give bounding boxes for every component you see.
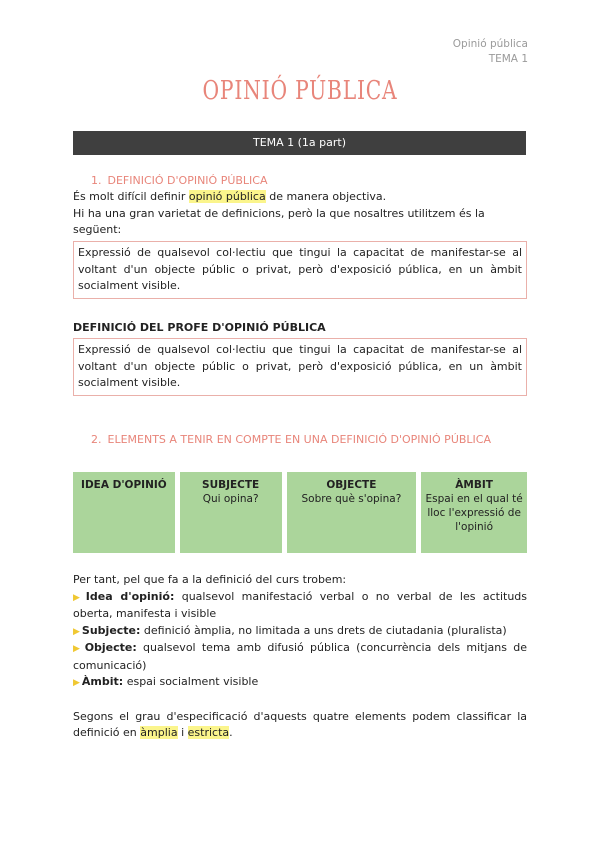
arrow-right-icon: ▶ <box>73 644 83 654</box>
section1-number: 1. <box>91 174 102 187</box>
highlight-estricta: estricta <box>187 726 230 739</box>
element-cell-objecte <box>287 472 417 553</box>
element-cell-ambit <box>421 472 527 553</box>
item-text: qualsevol tema amb difusió pública (concurrència dels mitjans de comunicació) <box>73 641 527 672</box>
highlight-opinio-publica: opinió pública <box>188 190 266 203</box>
section2-number: 2. <box>91 433 102 446</box>
text-run: . <box>229 726 233 739</box>
section1-title: DEFINICIÓ D'OPINIÓ PÚBLICA <box>107 174 268 187</box>
cell-desc: Qui opina? <box>202 493 259 505</box>
item-text: definició àmplia, no limitada a uns drets de ciutadania (pluralista) <box>140 623 507 637</box>
header-topic: TEMA 1 <box>488 53 528 65</box>
section1-paragraph-1 <box>73 189 527 205</box>
cell-title: OBJECTE <box>326 479 377 491</box>
page-title: OPINIÓ PÚBLICA <box>202 76 398 106</box>
highlight-amplia: àmplia <box>140 726 178 739</box>
item-text: qualsevol manifestació verbal o no verbal de les actituds oberta, manifesta i visible <box>73 589 528 620</box>
arrow-right-icon: ▶ <box>73 592 84 603</box>
topic-bar: TEMA 1 (1a part) <box>73 131 526 155</box>
arrow-right-icon: ▶ <box>73 626 80 637</box>
cell-title: SUBJECTE <box>202 479 260 491</box>
cell-desc: Espai en el qual té lloc l'expressió de l'opinió <box>425 493 523 533</box>
cell-title: ÀMBIT <box>455 479 493 491</box>
definition-elements-list <box>73 572 527 742</box>
element-cell-idea <box>73 472 175 553</box>
elements-table <box>73 472 527 553</box>
item-label: Idea d'opinió: <box>85 589 175 603</box>
profe-definition-box: Expressió de qualsevol col·lectiu que tingui la capacitat de manifestar-se al voltant d'un objecte públic o privat, però d'exposició pública, en un àmbit socialment visible. <box>73 338 527 396</box>
list-item <box>73 640 527 674</box>
page-header <box>453 37 528 67</box>
text-run: És molt difícil definir <box>73 190 189 203</box>
item-label: Àmbit: <box>81 675 124 688</box>
cell-title: IDEA D'OPINIÓ <box>81 479 167 491</box>
element-cell-subjecte <box>180 472 282 553</box>
header-subject: Opinió pública <box>452 38 528 50</box>
section1-heading <box>91 174 268 187</box>
item-label: Subjecte: <box>81 623 141 637</box>
arrow-right-icon: ▶ <box>73 678 80 688</box>
list-item <box>73 589 527 623</box>
list-intro: Per tant, pel que fa a la definició del curs trobem: <box>73 573 347 586</box>
item-text: espai socialment visible <box>123 675 259 688</box>
text-run: i <box>177 726 188 739</box>
profe-definition-heading: DEFINICIÓ DEL PROFE D'OPINIÓ PÚBLICA <box>73 321 326 334</box>
text-run: de manera objectiva. <box>265 190 387 203</box>
section2-title: ELEMENTS A TENIR EN COMPTE EN UNA DEFINICIÓ D'OPINIÓ PÚBLICA <box>107 433 491 446</box>
text-run: Segons el grau d'especificació d'aquests quatre elements podem classificar la definició en <box>73 709 527 739</box>
section2-heading <box>91 433 491 446</box>
item-label: Objecte: <box>84 641 137 654</box>
cell-desc: Sobre què s'opina? <box>301 493 402 505</box>
definition-box: Expressió de qualsevol col·lectiu que tingui la capacitat de manifestar-se al voltant d'un objecte públic o privat, però d'exposició pública, en un àmbit socialment visible. <box>73 241 527 299</box>
closing-paragraph <box>73 709 527 742</box>
list-item <box>73 674 527 692</box>
list-item <box>73 623 527 641</box>
section1-paragraph-2: Hi ha una gran varietat de definicions, però la que nosaltres utilitzem és la següent: <box>73 207 485 236</box>
